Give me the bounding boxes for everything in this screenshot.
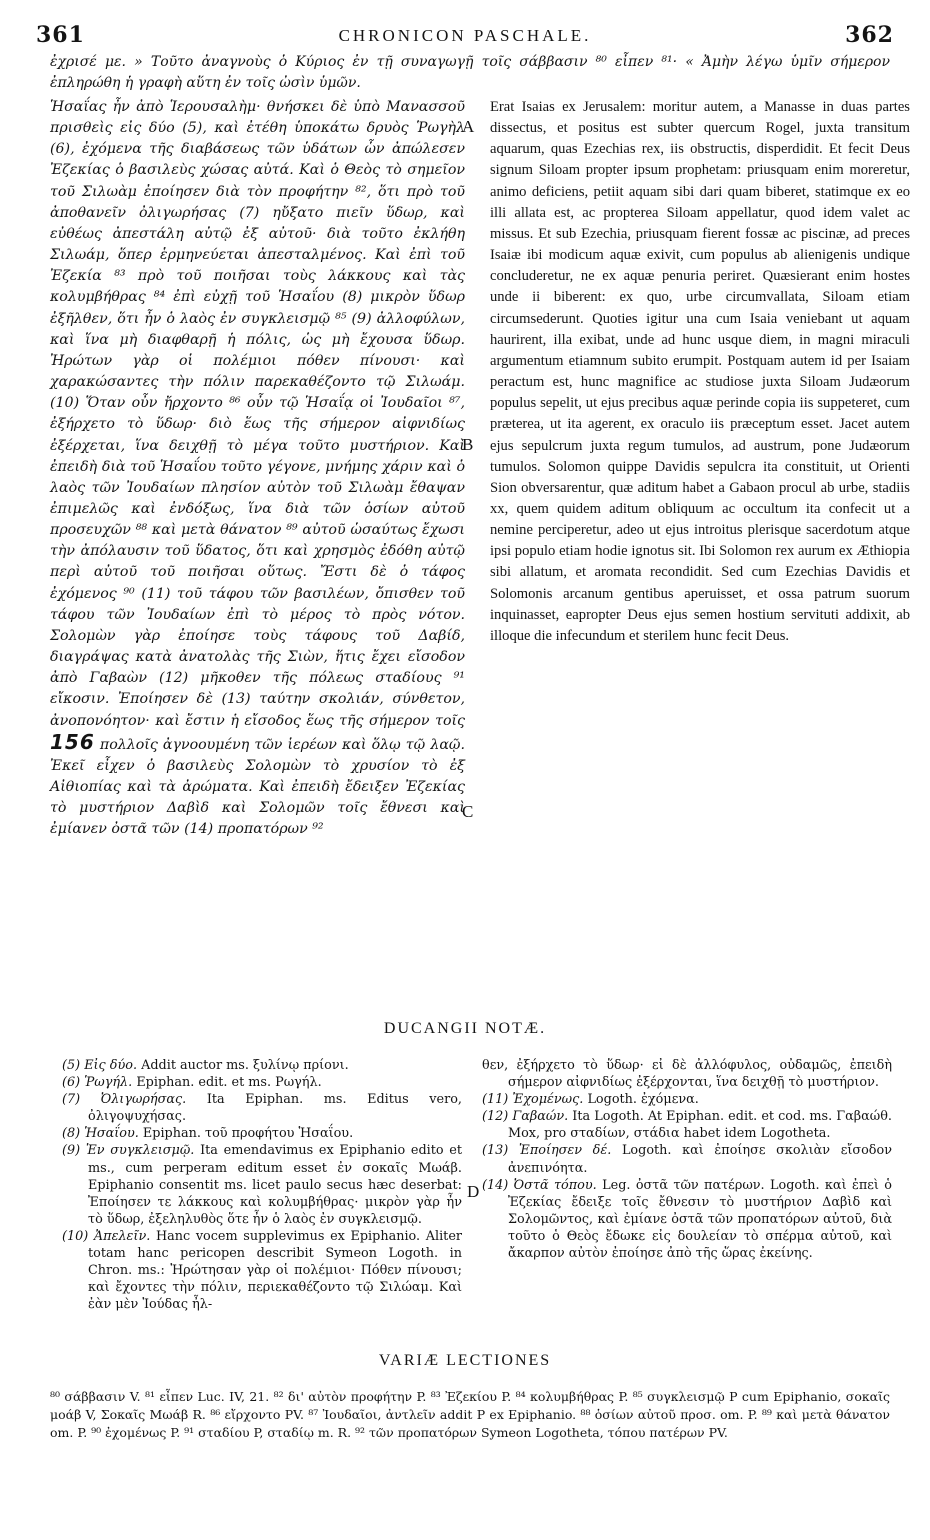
note-item: (9) Ἐν συγκλεισμῷ. Ita emendavimus ex Epiphanio edito et ms., cum perperam editum esset ἐν σοκαῖς Μωάβ. Epiphanio consentit ms. licet paulo secus hæc deserbat: Ἐποίησεν τε λάκκους καὶ κολυμβήθρας· μικρὸν γὰρ ἦν τὸ ὕδωρ, ἐξεληλυθὸς ὅτε ἦν ὁ λαὸς ἐν συγκλεισμῷ. — [62, 1143, 463, 1227]
note-item: (8) Ἡσαΐου. Epiphan. τοῦ προφήτου Ἡσαΐου. — [62, 1126, 354, 1142]
latin-column: Erat Isaias ex Jerusalem: moritur autem, a Manasse in duas partes dissectus, et positus est subter quercum Rogel, juxta transitum aquarum, quas Ezechias rex, iis obstructis, disperdidit. Et fecit Deus signum Siloam propter ipsum prophetam: priusquam enim moreretur, animo deficiens, petiit aquam sibi dari quam biberet, statimque ex eo illi allata est, ac propterea Siloam appellatur, quod idem valet ac missus. Et sub Ezechia, priusquam fierent fossæ ac piscinæ, ad preces Isaiæ ibi modicum aquæ exivit, cum populus ab alienigenis undique concluderetur, ne ex aquæ penuria periret. Quæsierant enim hostes unde ii biberent: ex quo, urbe circumvallata, Siloam etiam circumsederunt. Quoties igitur una cum Isaia veniebant ut aquam haurirent, illa exibat, unde ad hunc usque diem, in magni miraculi argumentum etiamnum subito erumpit. Postquam autem id per Isaiam peractum est, hunc magnifice ac studiose juxta Siloam Judæorum populus sepelit, ut ejus precibus aquæ perinde copia iis suppeteret, cum præterea, ut ita agerent, ex oraculo iis præceptum esset. Jacet autem ejus sepulcrum juxta regum tumulos, ad austrum, pone Judæorum tumulos. Solomon quippe Davidis sepulcra ita constituit, ut Orienti Sion obversarentur, quæ aditum habet a Gabaon procul ab urbe, stadiis xx, quem quidem aditum obliquum ac occultum ita confecit ut a nemine perciperetur, adeo ut ejus introitus plerisque sacerdotum atque ipsi populo etiam hodie ignotus sit. Ibi Solomon rex aurum ex Æthiopia sibi allatum, et aromata recondidit. Sed cum Ezechias Davidis et Solomonis arcanum gentibus aperuisset, et ossa patrum suorum inquinasset, eapropter Deus ejus semen hostium servituti addixit, ab illoque die infecundum et sterilem hunc fecit Deus. — [490, 99, 910, 644]
variae-lectiones: ⁸⁰ σάββασιν V. ⁸¹ εἶπεν Luc. IV, 21. ⁸² δι' αὐτὸν προφήτην P. ⁸³ Ἐζεκίου P. ⁸⁴ κολυμβήθρας P. ⁸⁵ συγκλεισμῷ P cum Epiphanio, σοκαῖς μοάβ V, Σοκαῖς Μωάβ R. ⁸⁶ εἴρχοντο PV. ⁸⁷ Ἰουδαῖοι, ἀντλεῖν addit P ex Epiphanio. ⁸⁸ ὁσίων αὐτοῦ προσ. om. P. ⁸⁹ καὶ μετὰ θάνατον om. P. ⁹⁰ ἐχομένως P. ⁹¹ σταδίου P, σταδίῳ m. R. ⁹² τῶν προπατόρων Symeon Logotheta, τόπου πατέρων PV. — [50, 1389, 890, 1440]
greek-text-end: πολλοῖς ἀγνοουμένη τῶν ἱερέων καὶ ὅλῳ τῷ λαῷ. Ἐκεῖ εἶχεν ὁ βασιλεὺς Σολομὼν τὸ χρυσίον τὸ ἐξ Αἰθιοπίας καὶ τὰ ἀρώματα. Καὶ ἐπειδὴ ἔδειξεν Ἐζεκίας τὸ μυστήριον Δαβὶδ καὶ Σολομῶν τοῖς ἔθνεσι καὶ ἐμίανεν ὀστᾶ τῶν (14) προπατόρων ⁹² — [50, 736, 466, 838]
margin-marker-d: D — [467, 1182, 480, 1201]
note-item: (11) Ἐχομένως. Logoth. ἐχόμενα. — [482, 1092, 699, 1108]
running-title: CHRONICON PASCHALE. — [338, 26, 592, 45]
margin-marker-c: C — [462, 802, 474, 821]
notes-title: DUCANGII NOTÆ. — [383, 1020, 547, 1037]
note-item: (14) Ὀστᾶ τόπου. Leg. ὀστᾶ τῶν πατέρων. Logoth. καὶ ἐπεὶ ὁ Ἐζεκίας ἔδειξε τοῖς ἔθνεσιν τὸ μυστήριον Δαβὶδ καὶ Σολομῶντος, καὶ ἐμίανε ὀστᾶ τῶν προπατόρων αὐτοῦ, διὰ τοῦτο ὁ Θεὸς ἔδωκε εἰς δουλείαν τὸ σπέρμα αὐτοῦ, καὶ ἄκαρπον αὐτὸν ἐποίησε ἀπὸ τῆς ὥρας ἐκείνης. — [482, 1177, 892, 1262]
notes-left-column — [62, 1057, 462, 1313]
margin-marker-b: B — [462, 435, 474, 454]
note-item: (10) Ἀπελεῖν. Hanc vocem supplevimus ex Epiphanio. Aliter totam hanc pericopen describit Symeon Logoth. in Chron. ms.: Ἠρώτησαν γὰρ οἱ πολέμιοι· Πόθεν πίνουσι; καὶ ἔχοντες τὴν πόλιν, περιεκαθέζοντο τῷ Σιλώαμ. Καὶ ἐὰν μὲν Ἰούδας ἦλ- — [62, 1228, 463, 1313]
marginal-page-number: 156 — [50, 729, 95, 754]
margin-marker-a: A — [462, 117, 475, 136]
variae-title: VARIÆ LECTIONES — [378, 1352, 552, 1369]
ducange-notes — [62, 1057, 900, 1313]
greek-column — [50, 97, 465, 840]
note-item: (7) Ὀλιγωρήσας. Ita Epiphan. ms. Editus vero, ὀλιγοψυχήσας. — [62, 1092, 462, 1125]
note-item: θεν, ἐξήρχετο τὸ ὕδωρ· εἰ δὲ ἀλλόφυλος, οὐδαμῶς, ἐπειδὴ σήμερον αἰφνιδίως ἐξέρχονται, ἵνα δειχθῇ τὸ μυστήριον. — [482, 1058, 892, 1091]
main-text-columns — [50, 97, 910, 917]
note-item: (13) Ἐποίησεν δέ. Logoth. καὶ ἐποίησε σκολιὰν εἴσοδον ἀνεπινόητα. — [482, 1143, 892, 1176]
note-item: (12) Γαβαών. Ita Logoth. At Epiphan. edit. et cod. ms. Γαβαώθ. Mox, pro σταδίων, στάδια habet idem Logotheta. — [482, 1109, 892, 1142]
note-item: (6) Ῥωγήλ. Epiphan. edit. et ms. Ρωγήλ. — [62, 1075, 322, 1091]
page-number-right: 362 — [845, 22, 894, 48]
greek-text: Ἡσαΐας ἦν ἀπὸ Ἱερουσαλὴμ· θνήσκει δὲ ὑπὸ Μανασσοῦ πρισθεὶς εἰς δύο (5), καὶ ἐτέθη ὑποκάτω δρυὸς Ῥωγὴλ (6), ἐχόμενα τῆς διαβάσεως τῶν ὑδάτων ὧν ἀπώλεσεν Ἐζεκίας ὁ βασιλεὺς χώσας αὐτά. Καὶ ὁ Θεὸς τὸ σημεῖον τοῦ Σιλωὰμ ἐποίησεν διὰ τὸν προφήτην ⁸², ὅτι πρὸ τοῦ ἀποθανεῖν ὀλιγωρήσας (7) ηὔξατο πιεῖν ὕδωρ, καὶ εὐθέως ἀπεστάλη αὐτῷ ἐξ αὐτοῦ· διὰ τοῦτο ἐκλήθη Σιλωάμ, ὅπερ ἑρμηνεύεται ἀπεσταλμένος. Καὶ ἐπὶ τοῦ Ἐζεκία ⁸³ πρὸ τοῦ ποιῆσαι τοὺς λάκκους καὶ τὰς κολυμβήθρας ⁸⁴ ἐπὶ εὐχῇ τοῦ Ἡσαΐου (8) μικρὸν ὕδωρ ἐξῆλθεν, ὅτι ἦν ὁ λαὸς ἐν συγκλεισμῷ ⁸⁵ (9) ἀλλοφύλων, καὶ ἵνα μὴ διαφθαρῇ ἡ πόλις, ὡς μὴ ἔχουσα ὕδωρ. Ἠρώτων γὰρ οἱ πολέμιοι πόθεν πίνουσι· καὶ χαρακώσαντες τὴν πόλιν παρεκαθέζοντο τῷ Σιλωάμ. (10) Ὅταν οὖν ἤρχοντο ⁸⁶ οὖν τῷ Ἡσαΐᾳ οἱ Ἰουδαῖοι ⁸⁷, ἐξήρχετο τὸ ὕδωρ· διὸ ἕως τῆς σήμερον αἰφνιδίως ἐξέρχεται, ἵνα δειχθῇ τὸ μέγα τοῦτο μυστήριον. Καὶ ἐπειδὴ διὰ τοῦ Ἡσαΐου τοῦτο γέγονε, μνήμης χάριν καὶ ὁ λαὸς τῶν Ἰουδαίων πλησίον αὐτὸν τοῦ Σιλωὰμ ἔθαψαν ἐπιμελῶς καὶ ἐνδόξως, ἵνα διὰ τῶν ὁσίων αὐτοῦ προσευχῶν ⁸⁸ καὶ μετὰ θάνατον ⁸⁹ αὐτοῦ ὡσαύτως ἔχωσι τὴν ἀπόλαυσιν τοῦ ὕδατος, ὅτι καὶ χρησμὸς ἐδόθη αὐτῷ περὶ αὐτοῦ τοῦ ποιῆσαι οὕτως. Ἔστι δὲ ὁ τάφος ἐχόμενος ⁹⁰ (11) τοῦ τάφου τῶν βασιλέων, ὄπισθεν τοῦ τάφου τῶν Ἰουδαίων ἐπὶ τὸ μέρος τὸ πρὸς νότον. Σολομὼν γὰρ ἐποίησε τοὺς τάφους τοῦ Δαβίδ, διαγράψας κατὰ ἀνατολὰς τῆς Σιὼν, ἥτις ἔχει εἴσοδον ἀπὸ Γαβαὼν (12) μῆκοθεν τῆς πόλεως σταδίους ⁹¹ εἴκοσιν. Ἐποίησεν δὲ (13) ταύτην σκολιάν, σύνθετον, ἀνοπονόητον· καὶ ἔστιν ἡ εἴσοδος ἕως τῆς σήμερον τοῖς — [50, 99, 465, 729]
note-item: (5) Εἰς δύο. Addit auctor ms. ξυλίνῳ πρίονι. — [62, 1058, 349, 1073]
notes-right-column — [482, 1057, 892, 1262]
lead-text: ἐχρισέ με. » Τοῦτο ἀναγνοὺς ὁ Κύριος ἐν τῇ συναγωγῇ τοῖς σάββασιν ⁸⁰ εἶπεν ⁸¹· « Ἀμὴν λέγω ὑμῖν σήμερον ἐπληρώθη ἡ γραφὴ αὕτη ἐν τοῖς ὠσὶν ὑμῶν. — [50, 54, 890, 91]
page-number-left: 361 — [36, 22, 85, 48]
page-header — [36, 22, 894, 50]
